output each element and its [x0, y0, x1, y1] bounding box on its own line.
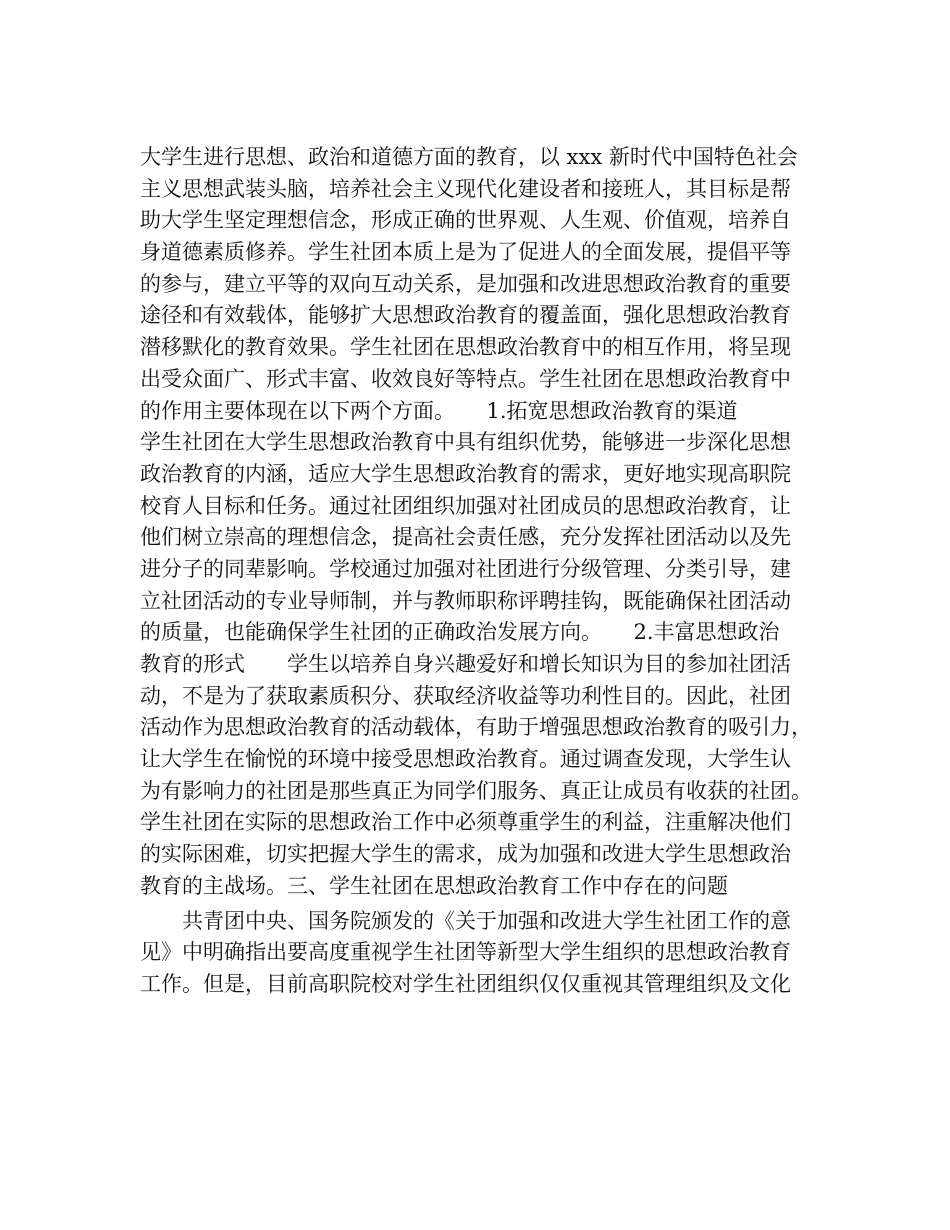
text-line: 途径和有效载体，能够扩大思想政治教育的覆盖面，强化思想政治教育 — [140, 303, 791, 328]
text-line: 校育人目标和任务。通过社团组织加强对社团成员的思想政治教育，让 — [140, 493, 791, 518]
text-line: 共青团中央、国务院颁发的《关于加强和改进大学生社团工作的意 — [140, 908, 791, 933]
text-line: 助大学生坚定理想信念，形成正确的世界观、人生观、价值观，培养自 — [140, 208, 791, 233]
text-line: 的参与，建立平等的双向互动关系，是加强和改进思想政治教育的重要 — [140, 271, 791, 296]
text-line: 潜移默化的教育效果。学生社团在思想政治教育中的相互作用，将呈现 — [140, 335, 791, 360]
text-line: 立社团活动的专业导师制，并与教师职称评聘挂钩，既能确保社团活动 — [140, 588, 791, 613]
text-line: 出受众面广、形式丰富、收效良好等特点。学生社团在思想政治教育中 — [140, 366, 791, 391]
text-line: 为有影响力的社团是那些真正为同学们服务、真正让成员有收获的社团。 — [140, 778, 812, 803]
text-line: 动，不是为了获取素质积分、获取经济收益等功利性目的。因此，社团 — [140, 683, 791, 708]
body-text — [140, 142, 820, 1001]
text-line: 的作用主要体现在以下两个方面。 1.拓宽思想政治教育的渠道 — [140, 398, 738, 423]
text-line: 大学生进行思想、政治和道德方面的教育，以 xxx 新时代中国特色社会 — [140, 145, 798, 169]
text-line: 进分子的同辈影响。学校通过加强对社团进行分级管理、分类引导，建 — [140, 556, 791, 581]
text-line: 工作。但是，目前高职院校对学生社团组织仅仅重视其管理组织及文化 — [140, 971, 791, 996]
text-line: 主义思想武装头脑，培养社会主义现代化建设者和接班人，其目标是帮 — [140, 176, 791, 201]
text-line: 的实际困难，切实把握大学生的需求，成为加强和改进大学生思想政治 — [140, 842, 791, 867]
text-line: 学生社团在实际的思想政治工作中必须尊重学生的利益，注重解决他们 — [140, 810, 791, 835]
text-line: 的质量，也能确保学生社团的正确政治发展方向。 2.丰富思想政治 — [140, 620, 780, 645]
text-line: 他们树立崇高的理想信念，提高社会责任感，充分发挥社团活动以及先 — [140, 525, 791, 550]
text-line: 政治教育的内涵，适应大学生思想政治教育的需求，更好地实现高职院 — [140, 461, 791, 486]
text-line: 教育的形式 学生以培养自身兴趣爱好和增长知识为目的参加社团活 — [140, 652, 791, 676]
text-line: 教育的主战场。三、学生社团在思想政治教育工作中存在的问题 — [140, 873, 728, 898]
text-line: 见》中明确指出要高度重视学生社团等新型大学生组织的思想政治教育 — [140, 940, 791, 965]
text-line: 学生社团在大学生思想政治教育中具有组织优势，能够进一步深化思想 — [140, 430, 791, 455]
text-line: 身道德素质修养。学生社团本质上是为了促进人的全面发展，提倡平等 — [140, 240, 791, 265]
text-line: 活动作为思想政治教育的活动载体，有助于增强思想政治教育的吸引力， — [140, 715, 812, 740]
text-line: 让大学生在愉悦的环境中接受思想政治教育。通过调查发现，大学生认 — [140, 747, 791, 772]
